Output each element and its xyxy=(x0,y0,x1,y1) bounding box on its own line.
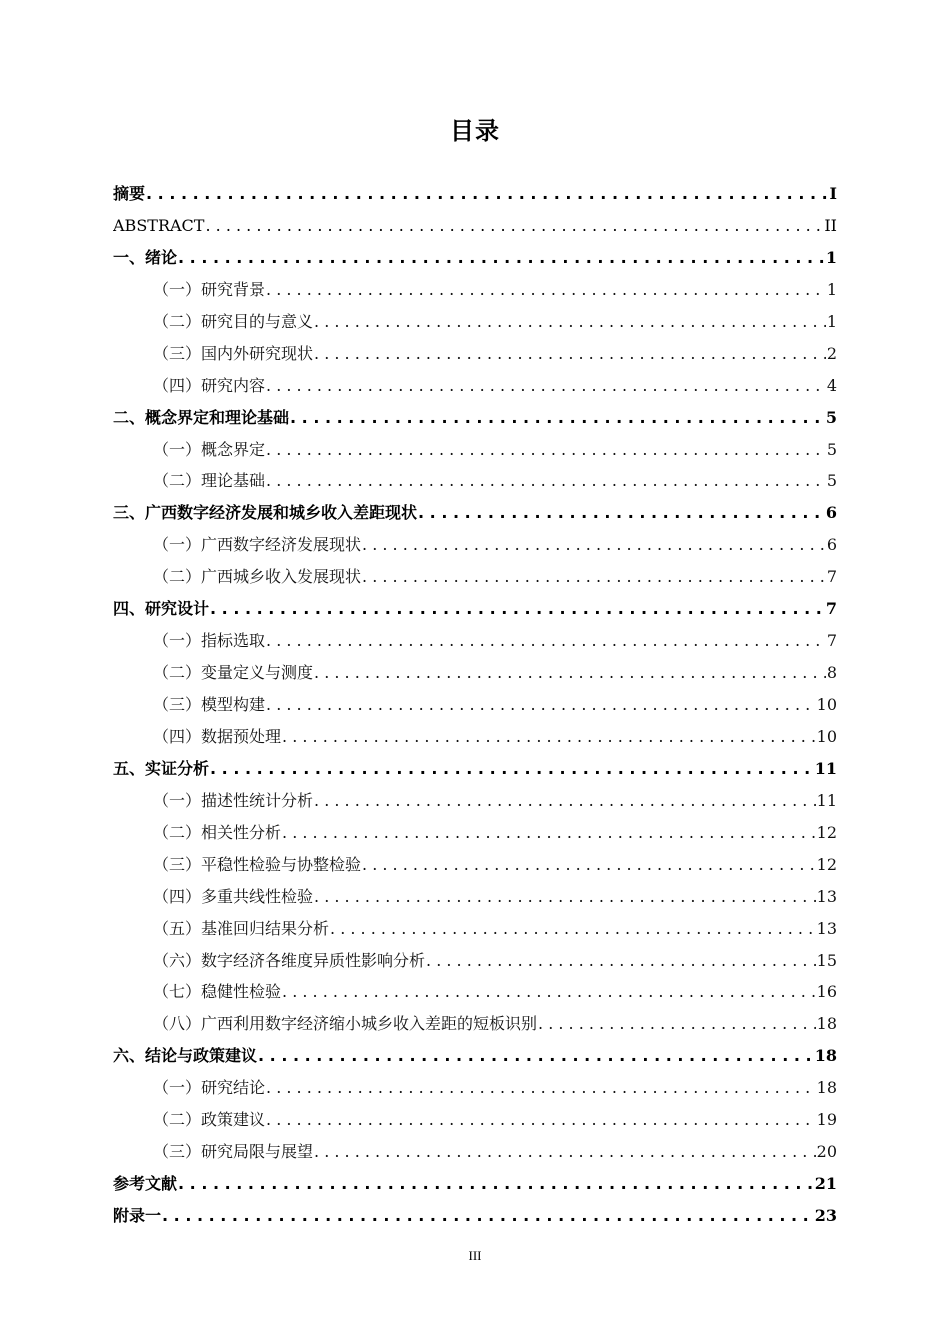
toc-dot-leader xyxy=(266,689,816,721)
toc-dot-leader xyxy=(314,881,816,913)
toc-entry-page-number: 2 xyxy=(826,343,837,363)
toc-section-entry[interactable] xyxy=(113,338,837,370)
toc-entry-page-number: 4 xyxy=(826,375,837,395)
toc-entry-page-number: 12 xyxy=(816,822,837,842)
toc-dot-leader xyxy=(266,625,826,657)
toc-chapter-entry[interactable] xyxy=(113,178,837,210)
toc-section-entry[interactable] xyxy=(113,1136,837,1168)
toc-entry-label: （三）研究局限与展望 xyxy=(153,1142,314,1162)
toc-entry-page-number: 1 xyxy=(826,311,837,331)
toc-entry-page-number: 21 xyxy=(814,1174,837,1194)
toc-dot-leader xyxy=(362,529,826,561)
toc-dot-leader xyxy=(362,561,826,593)
toc-entry-label: （六）数字经济各维度异质性影响分析 xyxy=(153,950,426,970)
toc-entry-page-number: 12 xyxy=(816,854,837,874)
toc-entry-page-number: 5 xyxy=(826,471,837,491)
toc-dot-leader xyxy=(266,370,826,402)
toc-entry-label: （一）研究背景 xyxy=(153,279,266,299)
toc-entry-label: （一）指标选取 xyxy=(153,631,266,651)
toc-dot-leader xyxy=(266,1072,816,1104)
toc-entry-page-number: 1 xyxy=(825,247,837,267)
toc-section-entry[interactable] xyxy=(113,370,837,402)
toc-section-entry[interactable] xyxy=(113,817,837,849)
toc-entry-label: （一）研究结论 xyxy=(153,1078,266,1098)
toc-section-entry[interactable] xyxy=(113,945,837,977)
toc-entry-page-number: 10 xyxy=(816,695,837,714)
toc-dot-leader xyxy=(330,913,816,945)
toc-chapter-entry[interactable] xyxy=(113,242,837,274)
toc-dot-leader xyxy=(314,657,826,689)
toc-entry-label: （七）稳健性检验 xyxy=(153,982,282,1002)
toc-chapter-entry[interactable] xyxy=(113,593,837,625)
toc-dot-leader xyxy=(282,721,816,753)
toc-entry-page-number: 5 xyxy=(825,407,837,427)
toc-section-entry[interactable] xyxy=(113,465,837,497)
toc-entry-label: （二）理论基础 xyxy=(153,471,266,491)
toc-entry-page-number: 11 xyxy=(814,758,837,778)
toc-entry-page-number: 20 xyxy=(816,1142,837,1162)
toc-dot-leader xyxy=(178,1168,814,1200)
toc-entry-page-number: 6 xyxy=(826,535,837,555)
toc-section-entry[interactable] xyxy=(113,1072,837,1104)
toc-dot-leader xyxy=(205,210,823,242)
table-of-contents xyxy=(113,178,837,1232)
toc-chapter-entry[interactable] xyxy=(113,1168,837,1200)
toc-entry-page-number: 1 xyxy=(826,279,837,299)
toc-entry-page-number: 23 xyxy=(814,1206,837,1225)
toc-entry-page-number: 5 xyxy=(826,439,837,459)
toc-entry-label: 五、实证分析 xyxy=(113,758,210,778)
toc-entry-page-number: 11 xyxy=(816,790,837,810)
toc-entry-label: 参考文献 xyxy=(113,1174,178,1194)
toc-section-entry[interactable] xyxy=(113,881,837,913)
toc-section-entry[interactable] xyxy=(113,1008,837,1040)
toc-entry-label: （二）政策建议 xyxy=(153,1110,266,1130)
toc-entry-label: （二）相关性分析 xyxy=(153,822,282,842)
toc-chapter-entry[interactable] xyxy=(113,753,837,785)
toc-entry-label: 三、广西数字经济发展和城乡收入差距现状 xyxy=(113,503,418,523)
toc-entry-label: ABSTRACT xyxy=(113,215,205,235)
toc-section-entry[interactable] xyxy=(113,434,837,466)
toc-dot-leader xyxy=(290,402,825,434)
toc-section-entry[interactable] xyxy=(113,529,837,561)
toc-dot-leader xyxy=(266,274,826,306)
toc-dot-leader xyxy=(418,497,825,529)
toc-entry-label: （三）平稳性检验与协整检验 xyxy=(153,854,362,874)
toc-dot-leader xyxy=(266,465,826,497)
toc-section-entry[interactable] xyxy=(113,689,837,721)
toc-entry-label: （三）模型构建 xyxy=(153,695,266,714)
toc-section-entry[interactable] xyxy=(113,913,837,945)
toc-entry-label: 四、研究设计 xyxy=(113,599,210,619)
toc-section-entry[interactable] xyxy=(113,306,837,338)
toc-entry-page-number: 18 xyxy=(816,1078,837,1098)
toc-entry-page-number: 15 xyxy=(816,950,837,970)
page-number: III xyxy=(468,1248,482,1263)
toc-entry-label: 一、绪论 xyxy=(113,247,178,267)
toc-dot-leader xyxy=(314,1136,816,1168)
toc-entry-page-number: 8 xyxy=(826,663,837,683)
toc-dot-leader xyxy=(266,434,826,466)
toc-section-entry[interactable] xyxy=(113,721,837,753)
toc-entry-page-number: 18 xyxy=(814,1046,837,1066)
toc-entry-page-number: 6 xyxy=(825,503,837,523)
toc-dot-leader xyxy=(210,593,825,625)
toc-entry-page-number: 7 xyxy=(826,567,837,587)
toc-dot-leader xyxy=(178,242,825,274)
toc-entry-label: 六、结论与政策建议 xyxy=(113,1046,258,1066)
toc-entry-page-number: II xyxy=(824,215,837,235)
toc-entry-label: （一）描述性统计分析 xyxy=(153,790,314,810)
toc-entry-label: 二、概念界定和理论基础 xyxy=(113,407,290,427)
toc-chapter-entry[interactable] xyxy=(113,497,837,529)
toc-entry-page-number: 7 xyxy=(826,631,837,651)
toc-section-entry[interactable] xyxy=(113,561,837,593)
toc-entry-page-number: 13 xyxy=(816,886,837,906)
toc-chapter-entry[interactable] xyxy=(113,210,837,242)
toc-entry-label: （一）概念界定 xyxy=(153,439,266,459)
toc-entry-page-number: 18 xyxy=(816,1014,837,1034)
toc-entry-label: （四）多重共线性检验 xyxy=(153,886,314,906)
toc-entry-page-number: I xyxy=(829,184,837,203)
toc-dot-leader xyxy=(266,1104,816,1136)
toc-chapter-entry[interactable] xyxy=(113,402,837,434)
toc-dot-leader xyxy=(314,338,826,370)
toc-entry-label: 摘要 xyxy=(113,184,146,203)
toc-entry-page-number: 19 xyxy=(816,1110,837,1130)
toc-dot-leader xyxy=(282,817,816,849)
toc-entry-label: （四）数据预处理 xyxy=(153,726,282,746)
toc-dot-leader xyxy=(210,753,814,785)
toc-dot-leader xyxy=(314,785,816,817)
toc-section-entry[interactable] xyxy=(113,976,837,1008)
toc-dot-leader xyxy=(362,849,816,881)
toc-entry-label: （二）变量定义与测度 xyxy=(153,663,314,683)
toc-section-entry[interactable] xyxy=(113,274,837,306)
toc-entry-page-number: 13 xyxy=(816,918,837,938)
toc-entry-label: （二）广西城乡收入发展现状 xyxy=(153,567,362,587)
toc-dot-leader xyxy=(282,976,816,1008)
toc-chapter-entry[interactable] xyxy=(113,1200,837,1232)
toc-section-entry[interactable] xyxy=(113,785,837,817)
toc-entry-label: 附录一 xyxy=(113,1206,162,1225)
toc-dot-leader xyxy=(426,945,816,977)
toc-dot-leader xyxy=(162,1200,814,1232)
toc-section-entry[interactable] xyxy=(113,657,837,689)
toc-dot-leader xyxy=(146,178,829,210)
toc-entry-page-number: 10 xyxy=(816,726,837,746)
toc-entry-label: （二）研究目的与意义 xyxy=(153,311,314,331)
toc-entry-label: （八）广西利用数字经济缩小城乡收入差距的短板识别 xyxy=(153,1014,538,1034)
toc-dot-leader xyxy=(538,1008,816,1040)
toc-section-entry[interactable] xyxy=(113,625,837,657)
toc-dot-leader xyxy=(314,306,826,338)
toc-entry-page-number: 7 xyxy=(825,599,837,619)
toc-section-entry[interactable] xyxy=(113,849,837,881)
toc-entry-label: （一）广西数字经济发展现状 xyxy=(153,535,362,555)
toc-entry-label: （四）研究内容 xyxy=(153,375,266,395)
toc-entry-label: （五）基准回归结果分析 xyxy=(153,918,330,938)
page-title: 目录 xyxy=(450,117,500,145)
toc-chapter-entry[interactable] xyxy=(113,1040,837,1072)
toc-dot-leader xyxy=(258,1040,814,1072)
toc-section-entry[interactable] xyxy=(113,1104,837,1136)
toc-entry-label: （三）国内外研究现状 xyxy=(153,343,314,363)
toc-entry-page-number: 16 xyxy=(816,982,837,1002)
